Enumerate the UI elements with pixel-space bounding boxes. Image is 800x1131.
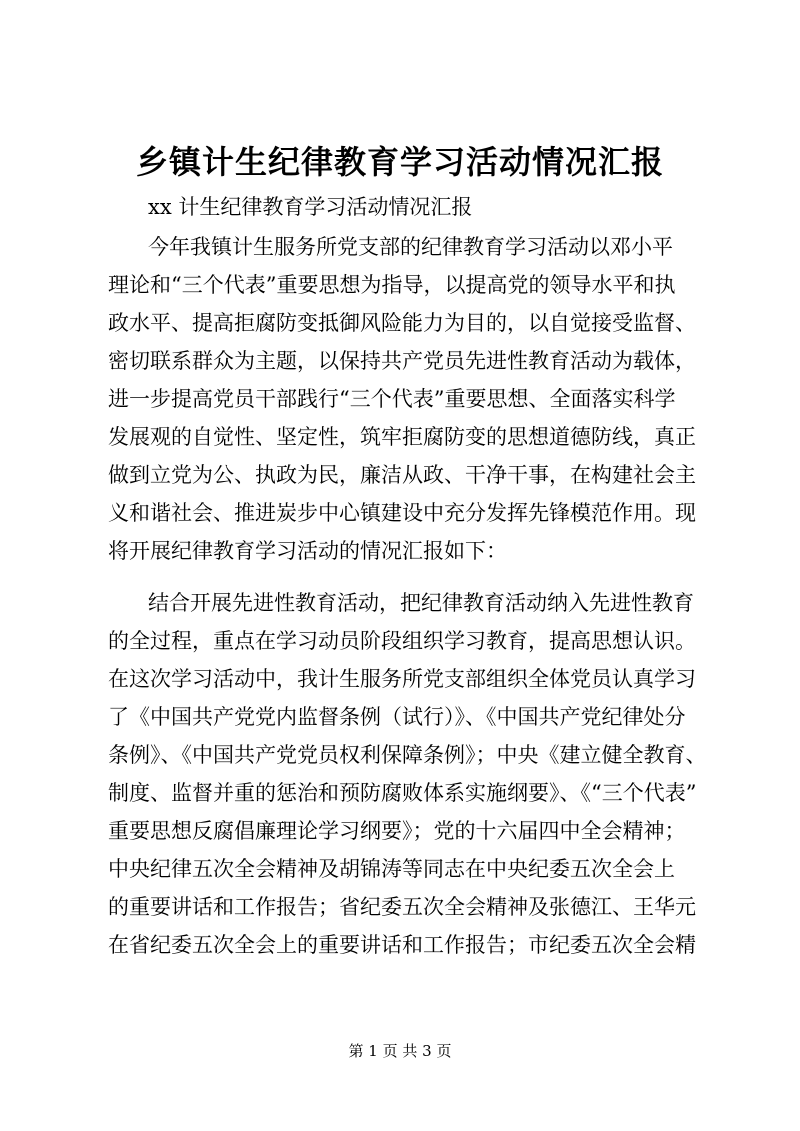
paragraph-line: 的重要讲话和工作报告；省纪委五次全会精神及张德江、王华元 [108,895,696,919]
page-number-footer: 第 1 页 共 3 页 [348,1042,452,1060]
paragraph-line: 义和谐社会、推进炭步中心镇建设中充分发挥先锋模范作用。现 [108,501,696,525]
paragraph-line: 政水平、提高拒腐防变抵御风险能力为目的，以自觉接受监督、 [108,311,696,335]
document-title: 乡镇计生纪律教育学习活动情况汇报 [135,143,664,181]
paragraph-line: 了《中国共产党党内监督条例（试行）》、《中国共产党纪律处分 [108,705,686,729]
paragraph-line: 理论和“三个代表”重要思想为指导，以提高党的领导水平和执 [108,273,676,297]
paragraph-line: 做到立党为公、执政为民，廉洁从政、干净干事，在构建社会主 [108,463,696,487]
paragraph-line: 制度、监督并重的惩治和预防腐败体系实施纲要》、《“三个代表” [108,781,697,805]
paragraph-line: 密切联系群众为主题，以保持共产党员先进性教育活动为载体， [108,349,696,373]
paragraph-line: 发展观的自觉性、坚定性，筑牢拒腐防变的思想道德防线，真正 [108,425,696,449]
paragraph-line: 将开展纪律教育学习活动的情况汇报如下： [108,539,507,563]
paragraph-line: 在省纪委五次全会上的重要讲话和工作报告；市纪委五次全会精 [108,933,696,957]
paragraph-line: 结合开展先进性教育活动，把纪律教育活动纳入先进性教育 [148,591,694,615]
paragraph-line: 中央纪律五次全会精神及胡锦涛等同志在中央纪委五次全会上 [108,857,675,881]
paragraph-line: 重要思想反腐倡廉理论学习纲要》；党的十六届四中全会精神； [108,819,686,843]
paragraph-line: 在这次学习活动中，我计生服务所党支部组织全体党员认真学习 [108,667,696,691]
paragraph-line: 进一步提高党员干部践行“三个代表”重要思想、全面落实科学 [108,387,676,411]
document-subtitle: xx 计生纪律教育学习活动情况汇报 [148,195,473,219]
paragraph-line: 的全过程，重点在学习动员阶段组织学习教育，提高思想认识。 [108,629,696,653]
paragraph-line: 条例》、《中国共产党党员权利保障条例》；中央《建立健全教育、 [108,743,707,767]
paragraph-line: 今年我镇计生服务所党支部的纪律教育学习活动以邓小平 [148,235,673,259]
